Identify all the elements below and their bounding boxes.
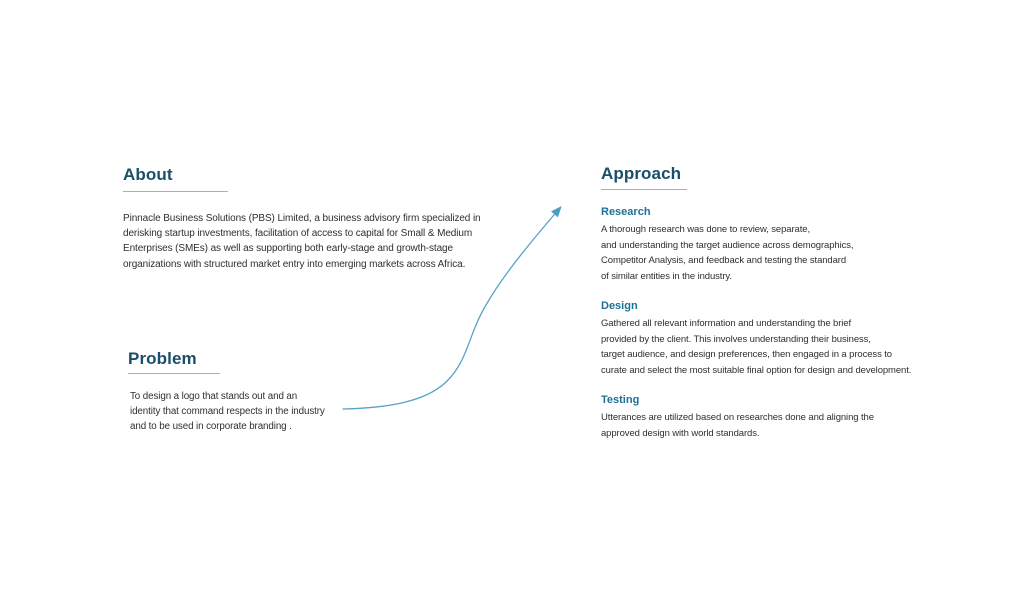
text-line: identity that command respects in the industry (130, 406, 325, 418)
text-line: curate and select the most suitable final option for design and development. (601, 364, 912, 376)
approach-subsection-testing (601, 394, 931, 441)
about-title: About (123, 165, 173, 184)
about-title-underline (123, 191, 228, 192)
approach-title: Approach (601, 164, 682, 183)
design-body (601, 316, 931, 378)
text-line: and understanding the target audience across demographics, (601, 239, 854, 251)
text-line: and to be used in corporate branding . (130, 421, 292, 433)
testing-body (601, 410, 931, 441)
section-approach (601, 165, 931, 441)
text-line: Gathered all relevant information and understanding the brief (601, 318, 852, 329)
text-line: Pinnacle Business Solutions (PBS) Limited, a business advisory firm specialized in (123, 213, 481, 224)
text-line: provided by the client. This involves understanding their business, (601, 333, 871, 345)
text-line: A thorough research was done to review, separate, (601, 224, 810, 235)
approach-subsection-research (601, 206, 931, 284)
s-curve-arrow-path (343, 208, 560, 409)
design-label: Design (601, 300, 638, 312)
text-line: To design a logo that stands out and an (130, 391, 298, 402)
text-line: derisking startup investments, facilitation of access to capital for Small & Medium (123, 228, 473, 240)
text-line: Enterprises (SMEs) as well as supporting both early-stage and growth-stage (123, 243, 453, 255)
problem-title: Problem (128, 349, 197, 368)
text-line: target audience, and design preferences, then engaged in a process to (601, 349, 892, 360)
approach-subsection-design (601, 300, 931, 378)
text-line: approved design with world standards. (601, 427, 760, 439)
approach-title-underline (601, 189, 687, 190)
text-line: of similar entities in the industry. (601, 270, 732, 282)
problem-to-approach-arrow (330, 195, 580, 420)
problem-title-underline (128, 373, 220, 374)
research-body (601, 222, 931, 284)
research-label: Research (601, 206, 651, 218)
text-line: Competitor Analysis, and feedback and testing the standard (601, 255, 847, 266)
text-line: Utterances are utilized based on researches done and aligning the (601, 412, 874, 423)
testing-label: Testing (601, 394, 640, 406)
text-line: organizations with structured market entry into emerging markets across Africa. (123, 258, 466, 270)
